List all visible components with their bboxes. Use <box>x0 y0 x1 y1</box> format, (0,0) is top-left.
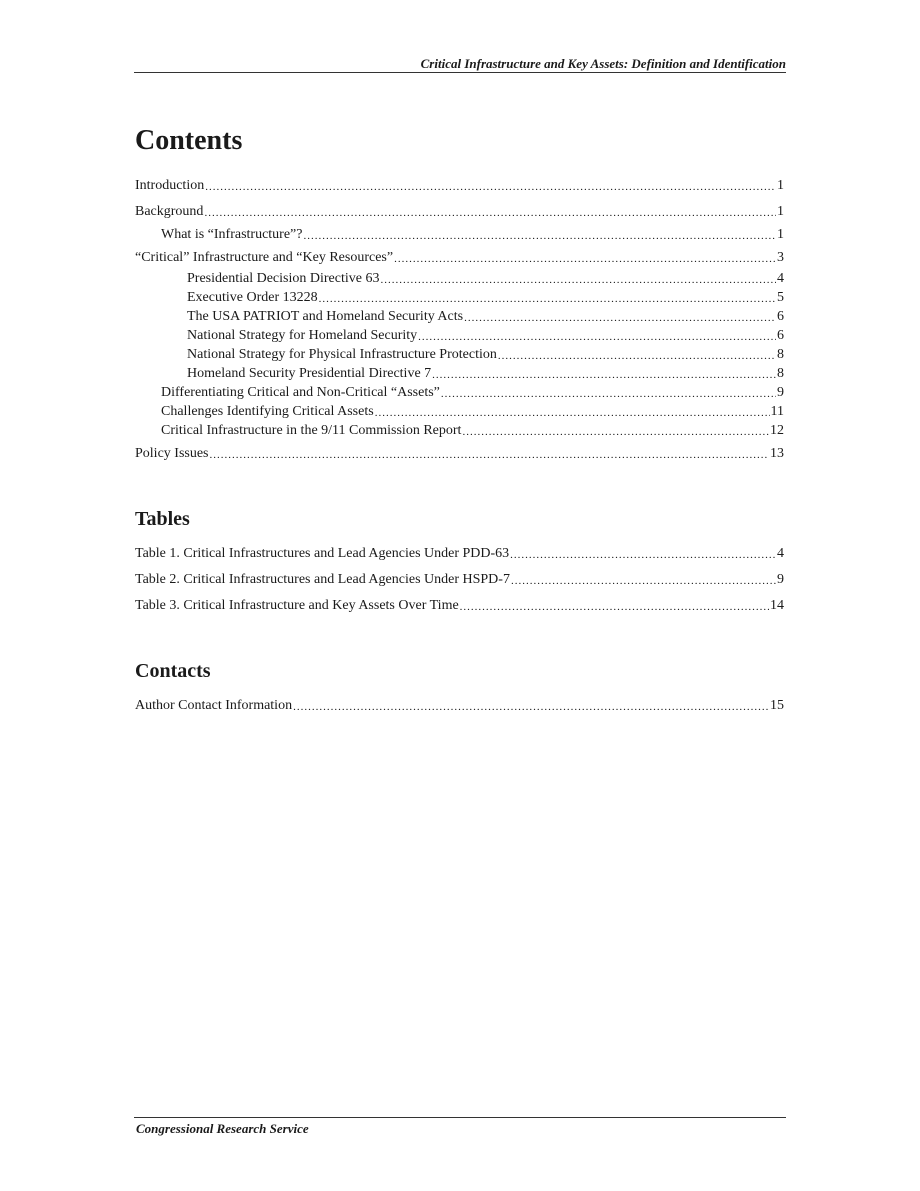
dot-leader <box>375 405 770 421</box>
toc-entry-title: Table 3. Critical Infrastructure and Key Assets Over Time <box>135 598 459 613</box>
contacts-heading: Contacts <box>135 660 211 682</box>
dot-leader <box>510 547 776 563</box>
dot-leader <box>319 291 776 307</box>
toc-entry-title: Introduction <box>135 178 205 193</box>
toc-entry-title: Policy Issues <box>135 446 209 461</box>
toc-entry-differentiating-assets[interactable] <box>161 384 784 402</box>
dot-leader <box>464 310 776 326</box>
dot-leader <box>204 205 776 221</box>
toc-page-number: 9 <box>777 385 784 400</box>
toc-entry-title: Presidential Decision Directive 63 <box>187 271 380 286</box>
toc-page-number: 6 <box>777 309 784 324</box>
toc-page-number: 4 <box>777 546 784 561</box>
dot-leader <box>462 424 769 440</box>
dot-leader <box>432 367 776 383</box>
tables-heading: Tables <box>135 508 190 530</box>
toc-entry-what-is-infrastructure[interactable] <box>161 226 784 244</box>
toc-entry-title: Homeland Security Presidential Directive 7 <box>187 366 432 381</box>
toc-entry-title: National Strategy for Homeland Security <box>187 328 418 343</box>
toc-entry-title: What is “Infrastructure”? <box>161 227 303 242</box>
toc-entry-author-contact[interactable] <box>135 697 784 715</box>
toc-page-number: 13 <box>770 446 784 461</box>
toc-page-number: 3 <box>777 250 784 265</box>
toc-entry-eo-13228[interactable] <box>187 289 784 307</box>
toc-page-number: 4 <box>777 271 784 286</box>
dot-leader <box>394 251 776 267</box>
toc-entry-title: National Strategy for Physical Infrastructure Protection <box>187 347 497 362</box>
toc-entry-title: Author Contact Information <box>135 698 293 713</box>
toc-page-number: 1 <box>777 227 784 242</box>
toc-entry-title: Critical Infrastructure in the 9/11 Commission Report <box>161 423 462 438</box>
dot-leader <box>460 599 769 615</box>
toc-entry-challenges[interactable] <box>161 403 784 421</box>
dot-leader <box>210 447 770 463</box>
dot-leader <box>293 699 769 715</box>
toc-page-number: 9 <box>777 572 784 587</box>
footer-rule <box>134 1117 786 1118</box>
dot-leader <box>441 386 776 402</box>
toc-entry-introduction[interactable] <box>135 177 784 195</box>
toc-entry-911-report[interactable] <box>161 422 784 440</box>
toc-page-number: 12 <box>770 423 784 438</box>
toc-entry-title: Table 2. Critical Infrastructures and Lead Agencies Under HSPD-7 <box>135 572 510 587</box>
dot-leader <box>418 329 776 345</box>
toc-page-number: 1 <box>777 178 784 193</box>
toc-entry-table-3[interactable] <box>135 597 784 615</box>
dot-leader <box>205 179 776 195</box>
toc-entry-title: The USA PATRIOT and Homeland Security Acts <box>187 309 464 324</box>
toc-entry-title: “Critical” Infrastructure and “Key Resources” <box>135 250 394 265</box>
toc-entry-patriot-act[interactable] <box>187 308 784 326</box>
dot-leader <box>511 573 776 589</box>
toc-entry-title: Table 1. Critical Infrastructures and Lead Agencies Under PDD-63 <box>135 546 510 561</box>
toc-entry-title: Executive Order 13228 <box>187 290 318 305</box>
running-footer: Congressional Research Service <box>136 1121 309 1136</box>
dot-leader <box>498 348 776 364</box>
toc-entry-title: Differentiating Critical and Non-Critical “Assets” <box>161 385 440 400</box>
toc-entry-critical-infrastructure[interactable] <box>135 249 784 267</box>
toc-page-number: 5 <box>777 290 784 305</box>
toc-entry-background[interactable] <box>135 203 784 221</box>
toc-page-number: 8 <box>777 366 784 381</box>
toc-page-number: 14 <box>770 598 784 613</box>
dot-leader <box>380 272 776 288</box>
toc-entry-title: Background <box>135 204 204 219</box>
contents-heading: Contents <box>135 125 243 156</box>
header-rule <box>134 72 786 73</box>
toc-entry-table-1[interactable] <box>135 545 784 563</box>
running-header: Critical Infrastructure and Key Assets: Definition and Identification <box>420 56 786 71</box>
toc-entry-national-strategy-hs[interactable] <box>187 327 784 345</box>
toc-entry-title: Challenges Identifying Critical Assets <box>161 404 374 419</box>
toc-page-number: 6 <box>777 328 784 343</box>
dot-leader <box>303 228 776 244</box>
toc-page-number: 8 <box>777 347 784 362</box>
toc-entry-national-strategy-pip[interactable] <box>187 346 784 364</box>
toc-entry-hspd-7[interactable] <box>187 365 784 383</box>
toc-page-number: 15 <box>770 698 784 713</box>
toc-entry-pdd-63[interactable] <box>187 270 784 288</box>
toc-page-number: 11 <box>770 404 784 419</box>
toc-entry-policy-issues[interactable] <box>135 445 784 463</box>
toc-page-number: 1 <box>777 204 784 219</box>
toc-entry-table-2[interactable] <box>135 571 784 589</box>
